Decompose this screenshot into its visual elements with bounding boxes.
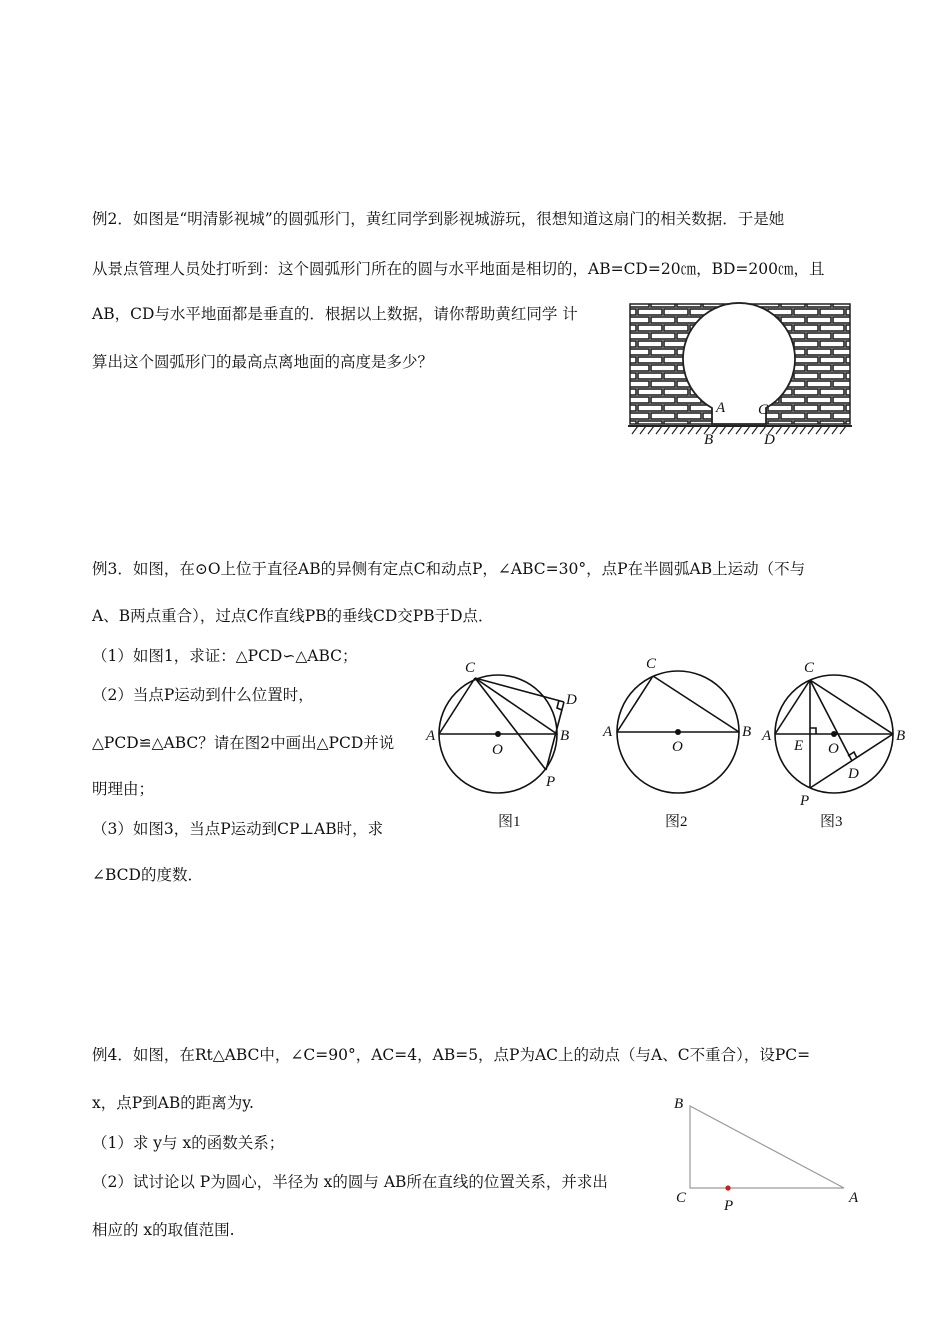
ex2-line-2: 从景点管理人员处打听到：这个圆弧形门所在的圆与水平地面是相切的，AB=CD=20㎝，BD=200㎝，且 (92, 260, 825, 278)
fig2-label-A: A (603, 724, 613, 740)
ex2-line-1: 例2．如图是“明清影视城”的圆弧形门，黄红同学到影视城游玩，很想知道这扇门的相关数据．于是她 (92, 210, 785, 228)
point-p (725, 1185, 730, 1190)
fig1-label-D: D (566, 692, 577, 708)
fig2-caption: 图2 (665, 814, 688, 830)
fig3-label-O: O (828, 741, 839, 757)
ex3-line-2: A、B两点重合），过点C作直线PB的垂线CD交PB于D点． (92, 607, 494, 625)
fig1-label-P: P (546, 774, 556, 790)
fig3-label-D: D (848, 766, 859, 782)
ex3-line-7: （3）如图3，当点P运动到CP⊥AB时，求 (92, 820, 384, 838)
fig3-caption: 图3 (820, 814, 843, 830)
fig2-label-O: O (672, 739, 683, 755)
fig1-label-C: C (465, 660, 476, 676)
fig3-label-B: B (896, 728, 906, 744)
fig3-label-A: A (762, 728, 772, 744)
label-A: A (849, 1190, 859, 1206)
ex2-line-3: AB，CD与水平地面都是垂直的．根据以上数据，请你帮助黄红同学 计 (92, 305, 578, 323)
fig3-label-E: E (794, 738, 804, 754)
fig3-label-C: C (804, 660, 815, 676)
ex3-line-6: 明理由； (92, 780, 155, 798)
label-A: A (716, 400, 726, 416)
fig2-label-C: C (646, 656, 657, 672)
ex4-line-5: 相应的 x的取值范围. (92, 1221, 235, 1239)
label-C: C (758, 402, 769, 418)
fig1-label-O: O (492, 742, 503, 758)
triangle-abc (690, 1106, 844, 1188)
label-B: B (704, 432, 714, 448)
ex4-line-1: 例4．如图，在Rt△ABC中，∠C=90°，AC=4，AB=5，点P为AC上的动点（与A、C不重合），设PC= (92, 1046, 811, 1064)
ex3-line-4: （2）当点P运动到什么位置时， (92, 686, 314, 704)
circle-figures (420, 648, 920, 838)
fig3-label-P: P (800, 793, 810, 809)
ex3-line-1: 例3．如图，在⊙O上位于直径AB的异侧有定点C和动点P，∠ABC=30°，点P在半圆弧AB上运动（不与 (92, 560, 806, 578)
ex3-line-8: ∠BCD的度数． (92, 866, 203, 884)
ex4-line-2: x，点P到AB的距离为y. (92, 1094, 254, 1112)
ex4-line-3: （1）求 y与 x的函数关系； (92, 1134, 285, 1152)
ex3-line-5: △PCD≌△ABC？请在图2中画出△PCD并说 (92, 734, 395, 752)
label-D: D (764, 432, 775, 448)
ex2-line-4: 算出这个圆弧形门的最高点离地面的高度是多少？ (92, 353, 434, 371)
ex3-line-3: （1）如图1，求证：△PCD∽△ABC； (92, 647, 358, 665)
right-triangle-figure (664, 1090, 874, 1220)
fig1-label-B: B (560, 728, 570, 744)
label-P: P (724, 1198, 734, 1214)
label-C: C (676, 1190, 687, 1206)
fig1-caption: 图1 (498, 814, 521, 830)
fig1-label-A: A (426, 728, 436, 744)
ex4-line-4: （2）试讨论以 P为圆心，半径为 x的圆与 AB所在直线的位置关系，并求出 (92, 1173, 608, 1191)
label-B: B (674, 1096, 684, 1112)
arch-door-figure (624, 300, 856, 450)
fig2-label-B: B (742, 724, 752, 740)
